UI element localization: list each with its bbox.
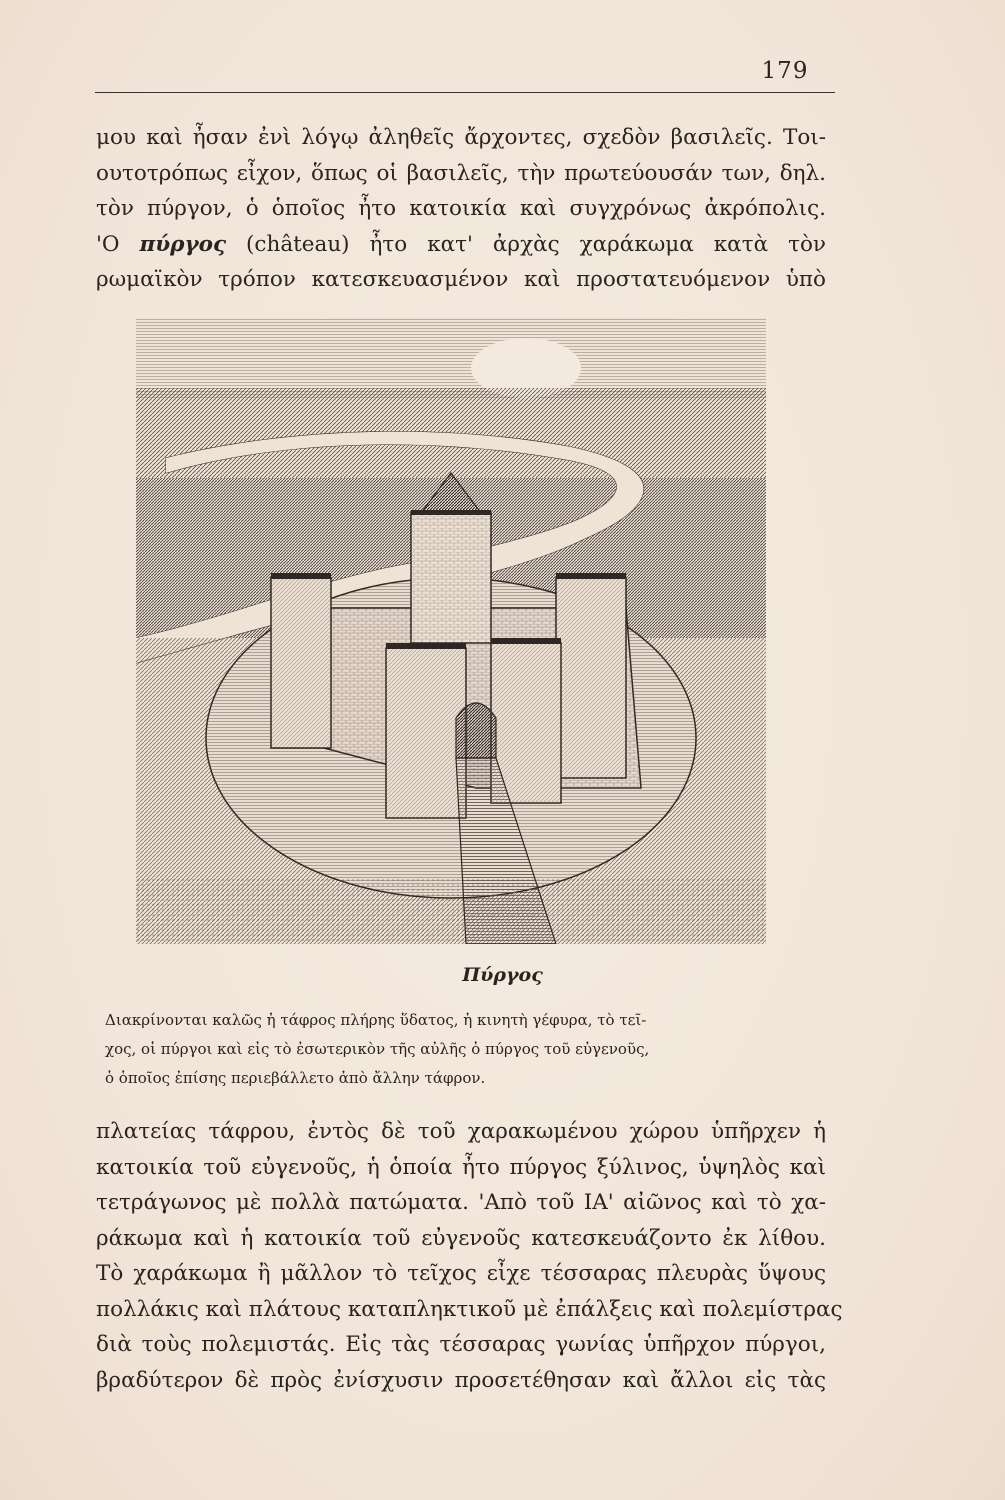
text-line-with-term xyxy=(96,227,826,263)
text-line: ράκωμα καὶ ἡ κατοικία τοῦ εὐγενοῦς κατεσκευάζοντο ἐκ λίθου. xyxy=(96,1225,826,1251)
text-line: μου καὶ ἦσαν ἐνὶ λόγῳ ἀληθεῖς ἄρχοντες, σχεδὸν βασιλεῖς. Τοι- xyxy=(96,125,826,150)
line-lead: 'Ο xyxy=(96,231,140,257)
text-line: Τὸ χαράκωμα ἢ μᾶλλον τὸ τεῖχος εἶχε τέσσαρας πλευρὰς ὕψους xyxy=(96,1261,826,1286)
page-number: 179 xyxy=(761,58,809,84)
text-line: ρωμαϊκὸν τρόπον κατεσκευασμένον καὶ προστατευόμενον ὑπὸ xyxy=(96,267,826,292)
line-rest: (château) ἦτο κατ' ἀρχὰς χαράκωμα κατὰ τὸν xyxy=(226,231,826,257)
castle-illustration xyxy=(136,318,766,944)
text-line: τετράγωνος μὲ πολλὰ πατώματα. 'Απὸ τοῦ ΙΑ' αἰῶνος καὶ τὸ χα- xyxy=(96,1190,826,1215)
bottom-paragraph xyxy=(96,1114,843,1398)
term-pyrgos: πύργος xyxy=(139,231,227,257)
text-line: ουτοτρόπως εἶχον, ὅπως οἱ βασιλεῖς, τὴν πρωτεύουσάν των, δηλ. xyxy=(96,160,826,186)
caption-line: χος, οἱ πύργοι καὶ εἰς τὸ ἐσωτερικὸν τῆς αὐλῆς ὁ πύργος τοῦ εὐγενοῦς, xyxy=(105,1040,650,1058)
text-line: βραδύτερον δὲ πρὸς ἐνίσχυσιν προσετέθησαν καὶ ἄλλοι εἰς τὰς xyxy=(96,1367,826,1393)
text-line: πλατείας τάφρου, ἐντὸς δὲ τοῦ χαρακωμένου χώρου ὑπῆρχεν ἡ xyxy=(96,1119,826,1144)
text-line: τὸν πύργον, ὁ ὁποῖος ἦτο κατοικία καὶ συγχρόνως ἀκρόπολις. xyxy=(96,196,826,221)
header-rule xyxy=(95,92,835,93)
top-paragraph xyxy=(96,120,826,298)
castle-engraving-icon xyxy=(136,318,766,944)
figure-caption-title: Πύργος xyxy=(462,964,543,986)
text-line: πολλάκις καὶ πλάτους καταπληκτικοῦ μὲ ἐπάλξεις καὶ πολεμίστρας xyxy=(96,1296,843,1322)
caption-line: ὁ ὁποῖος ἐπίσης περιεβάλλετο ἀπὸ ἄλλην τάφρον. xyxy=(105,1069,486,1087)
figure-caption xyxy=(105,1006,825,1093)
text-line: διὰ τοὺς πολεμιστάς. Εἰς τὰς τέσσαρας γωνίας ὑπῆρχον πύργοι, xyxy=(96,1332,826,1357)
text-line: κατοικία τοῦ εὐγενοῦς, ἡ ὁποία ἦτο πύργος ξύλινος, ὑψηλὸς καὶ xyxy=(96,1154,826,1180)
caption-line: Διακρίνονται καλῶς ἡ τάφρος πλήρης ὕδατος, ἡ κινητὴ γέφυρα, τὸ τεῖ- xyxy=(105,1011,647,1029)
